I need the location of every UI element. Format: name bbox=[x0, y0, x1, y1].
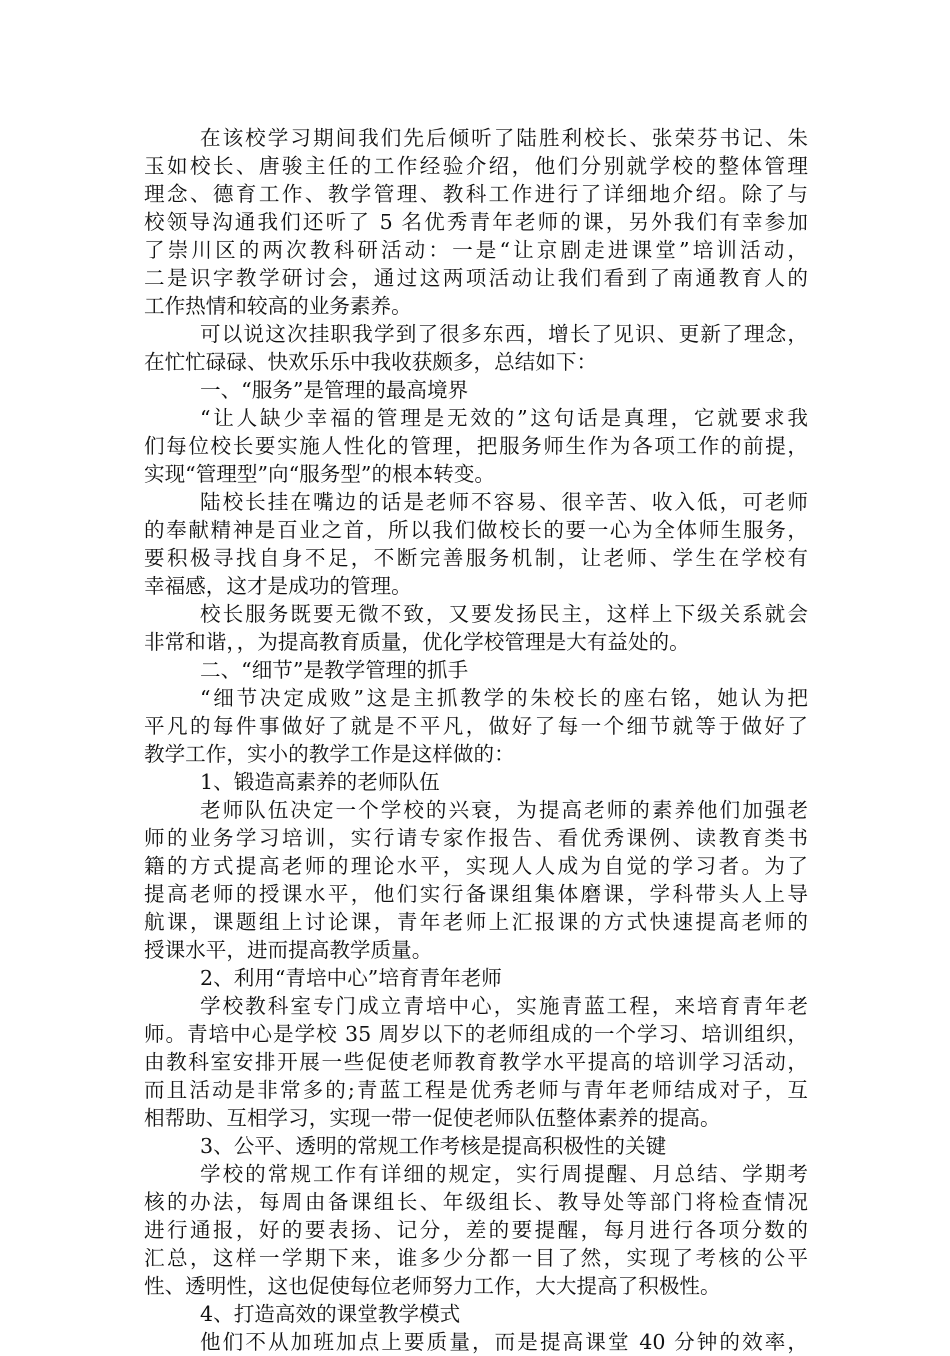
text-line: 老师队伍决定一个学校的兴衰，为提高老师的素养他们加强老 bbox=[200, 798, 808, 822]
text-line: 性、透明性，这也促使每位老师努力工作，大大提高了积极性。 bbox=[144, 1274, 721, 1298]
text-line: 学校的常规工作有详细的规定，实行周提醒、月总结、学期考 bbox=[200, 1162, 808, 1186]
text-line: 核的办法，每周由备课组长、年级组长、教导处等部门将检查情况 bbox=[144, 1190, 808, 1214]
text-line: 幸福感，这才是成功的管理。 bbox=[144, 574, 412, 598]
text-line: 了崇川区的两次教科研活动：一是“让京剧走进课堂”培训活动， bbox=[144, 238, 808, 262]
text-line: 在该校学习期间我们先后倾听了陆胜利校长、张荣芬书记、朱 bbox=[200, 126, 808, 150]
text-line: 二是识字教学研讨会，通过这两项活动让我们看到了南通教育人的 bbox=[144, 266, 808, 290]
text-line: 二、“细节”是教学管理的抓手 bbox=[200, 658, 469, 682]
text-line: 平凡的每件事做好了就是不平凡，做好了每一个细节就等于做好了 bbox=[144, 714, 808, 738]
text-line: 师的业务学习培训，实行请专家作报告、看优秀课例、读教育类书 bbox=[144, 826, 808, 850]
text-line: 而且活动是非常多的;青蓝工程是优秀老师与青年老师结成对子，互 bbox=[144, 1078, 808, 1102]
text-line: 由教科室安排开展一些促使老师教育教学水平提高的培训学习活动， bbox=[144, 1050, 808, 1074]
text-line: 们每位校长要实施人性化的管理，把服务师生作为各项工作的前提， bbox=[144, 434, 808, 458]
document-page bbox=[144, 124, 808, 1356]
text-line: 校长服务既要无微不致，又要发扬民主，这样上下级关系就会 bbox=[200, 602, 808, 626]
text-line: 2、利用“青培中心”培育青年老师 bbox=[200, 966, 502, 990]
text-line: 一、“服务”是管理的最高境界 bbox=[200, 378, 469, 402]
text-line: 1、锻造高素养的老师队伍 bbox=[200, 770, 440, 794]
text-line: 可以说这次挂职我学到了很多东西，增长了见识、更新了理念， bbox=[200, 322, 808, 346]
text-line: 的奉献精神是百业之首，所以我们做校长的要一心为全体师生服务， bbox=[144, 518, 808, 542]
text-line: 要积极寻找自身不足，不断完善服务机制，让老师、学生在学校有 bbox=[144, 546, 808, 570]
text-line: 3、公平、透明的常规工作考核是提高积极性的关键 bbox=[200, 1134, 667, 1158]
text-line: 在忙忙碌碌、快欢乐乐中我收获颇多，总结如下： bbox=[144, 350, 598, 374]
text-line: 汇总，这样一学期下来，谁多少分都一目了然，实现了考核的公平 bbox=[144, 1246, 808, 1270]
text-line: 师。青培中心是学校 35 周岁以下的老师组成的一个学习、培训组织， bbox=[144, 1022, 808, 1046]
text-line: 航课，课题组上讨论课，青年老师上汇报课的方式快速提高老师的 bbox=[144, 910, 808, 934]
text-line: 4、打造高效的课堂教学模式 bbox=[200, 1302, 461, 1326]
text-line: 理念、德育工作、教学管理、教科工作进行了详细地介绍。除了与 bbox=[144, 182, 808, 206]
text-line: 提高老师的授课水平，他们实行备课组集体磨课，学科带头人上导 bbox=[144, 882, 808, 906]
text-line: 学校教科室专门成立青培中心，实施青蓝工程，来培育青年老 bbox=[200, 994, 808, 1018]
text-line: 玉如校长、唐骏主任的工作经验介绍，他们分别就学校的整体管理 bbox=[144, 154, 808, 178]
text-line: 籍的方式提高老师的理论水平，实现人人成为自觉的学习者。为了 bbox=[144, 854, 808, 878]
text-line: 实现“管理型”向“服务型”的根本转变。 bbox=[144, 462, 496, 486]
text-line: 教学工作，实小的教学工作是这样做的： bbox=[144, 742, 515, 766]
text-line: 校领导沟通我们还听了 5 名优秀青年老师的课，另外我们有幸参加 bbox=[144, 210, 808, 234]
text-line: 工作热情和较高的业务素养。 bbox=[144, 294, 412, 318]
text-line: 进行通报，好的要表扬、记分，差的要提醒，每月进行各项分数的 bbox=[144, 1218, 808, 1242]
text-line: 授课水平，进而提高教学质量。 bbox=[144, 938, 433, 962]
text-line: 非常和谐，，为提高教育质量，优化学校管理是大有益处的。 bbox=[144, 630, 690, 654]
text-line: 相帮助、互相学习，实现一带一促使老师队伍整体素养的提高。 bbox=[144, 1106, 721, 1130]
text-line: 他们不从加班加点上要质量，而是提高课堂 40 分钟的效率， bbox=[200, 1330, 808, 1354]
text-line: 陆校长挂在嘴边的话是老师不容易、很辛苦、收入低，可老师 bbox=[200, 490, 808, 514]
text-line: “细节决定成败”这是主抓教学的朱校长的座右铭，她认为把 bbox=[200, 686, 808, 710]
text-line: “让人缺少幸福的管理是无效的”这句话是真理，它就要求我 bbox=[200, 406, 808, 430]
